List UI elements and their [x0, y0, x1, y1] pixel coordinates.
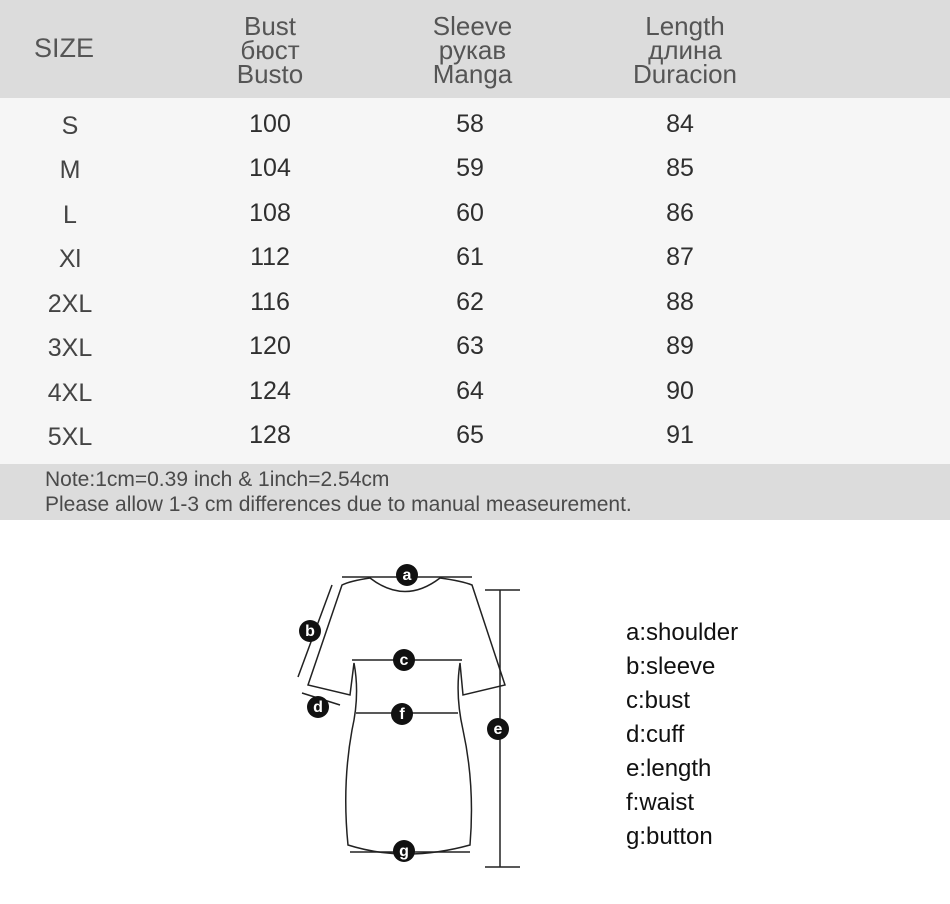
cell-length: 89 [666, 332, 694, 360]
marker-g-label: g [399, 843, 409, 860]
cell-bust: 100 [249, 110, 291, 138]
cell-size: 4XL [47, 379, 93, 407]
table-row [0, 199, 950, 243]
cell-bust: 128 [249, 421, 291, 449]
header-length [610, 11, 760, 89]
marker-c-label: c [399, 652, 409, 669]
marker-f-label: f [399, 706, 405, 723]
header-size: SIZE [34, 33, 95, 63]
measurement-legend [626, 616, 738, 854]
cell-size: L [63, 201, 77, 229]
cell-length: 91 [666, 421, 694, 449]
table-row [0, 110, 950, 154]
legend-item: e:length [626, 755, 712, 782]
cell-length: 88 [666, 288, 694, 316]
table-row [0, 154, 950, 198]
legend-item: c:bust [626, 687, 691, 714]
table-row [0, 421, 950, 465]
note-line-1: Note:1cm=0.39 inch & 1inch=2.54cm [45, 468, 390, 491]
cell-size: 2XL [47, 290, 93, 318]
header-bust-es: Busto [236, 59, 304, 89]
cell-length: 90 [666, 377, 694, 405]
table-row [0, 332, 950, 376]
table-row [0, 288, 950, 332]
header-sleeve-ru: рукав [438, 35, 507, 65]
cell-sleeve: 64 [456, 377, 484, 405]
cell-bust: 116 [250, 288, 290, 316]
cell-sleeve: 65 [456, 421, 484, 449]
cell-bust: 124 [249, 377, 291, 405]
legend-item: a:shoulder [626, 619, 739, 646]
header-bust-en: Bust [243, 11, 297, 41]
legend-item: f:waist [626, 789, 695, 816]
dress-diagram [280, 545, 540, 880]
cell-size: S [61, 112, 79, 140]
cell-bust: 104 [249, 154, 291, 182]
dress-outline-svg [280, 545, 540, 875]
cell-bust: 112 [250, 243, 290, 271]
cell-size: 3XL [47, 334, 93, 362]
marker-e-label: e [493, 721, 503, 738]
header-sleeve-es: Manga [432, 59, 513, 89]
header-bust-ru: бюст [240, 35, 300, 65]
legend-item: d:cuff [626, 721, 685, 748]
cell-sleeve: 59 [456, 154, 484, 182]
cell-bust: 108 [249, 199, 291, 227]
cell-sleeve: 62 [456, 288, 484, 316]
legend-item: b:sleeve [626, 653, 716, 680]
cell-sleeve: 60 [456, 199, 484, 227]
header-sleeve [410, 11, 535, 89]
cell-sleeve: 58 [456, 110, 484, 138]
header-bust [215, 11, 325, 89]
marker-b-label: b [305, 623, 315, 640]
table-row [0, 243, 950, 287]
measurement-note [0, 464, 950, 520]
cell-length: 85 [666, 154, 694, 182]
cell-size: 5XL [47, 423, 93, 451]
note-line-2: Please allow 1-3 cm differences due to manual measeurement. [45, 493, 632, 516]
table-row [0, 377, 950, 421]
cell-size: M [59, 156, 81, 184]
header-length-es: Duracion [632, 59, 738, 89]
cell-length: 87 [666, 243, 694, 271]
cell-size: Xl [58, 245, 82, 273]
cell-bust: 120 [249, 332, 291, 360]
cell-sleeve: 61 [456, 243, 484, 271]
legend-item: g:button [626, 823, 713, 850]
size-table-body [0, 98, 950, 464]
header-length-ru: длина [648, 35, 722, 65]
cell-length: 84 [666, 110, 694, 138]
header-length-en: Length [645, 11, 725, 41]
cell-length: 86 [666, 199, 694, 227]
header-sleeve-en: Sleeve [432, 11, 513, 41]
table-header [0, 0, 950, 98]
marker-d-label: d [313, 699, 323, 716]
cell-sleeve: 63 [456, 332, 484, 360]
marker-a-label: a [402, 567, 412, 584]
